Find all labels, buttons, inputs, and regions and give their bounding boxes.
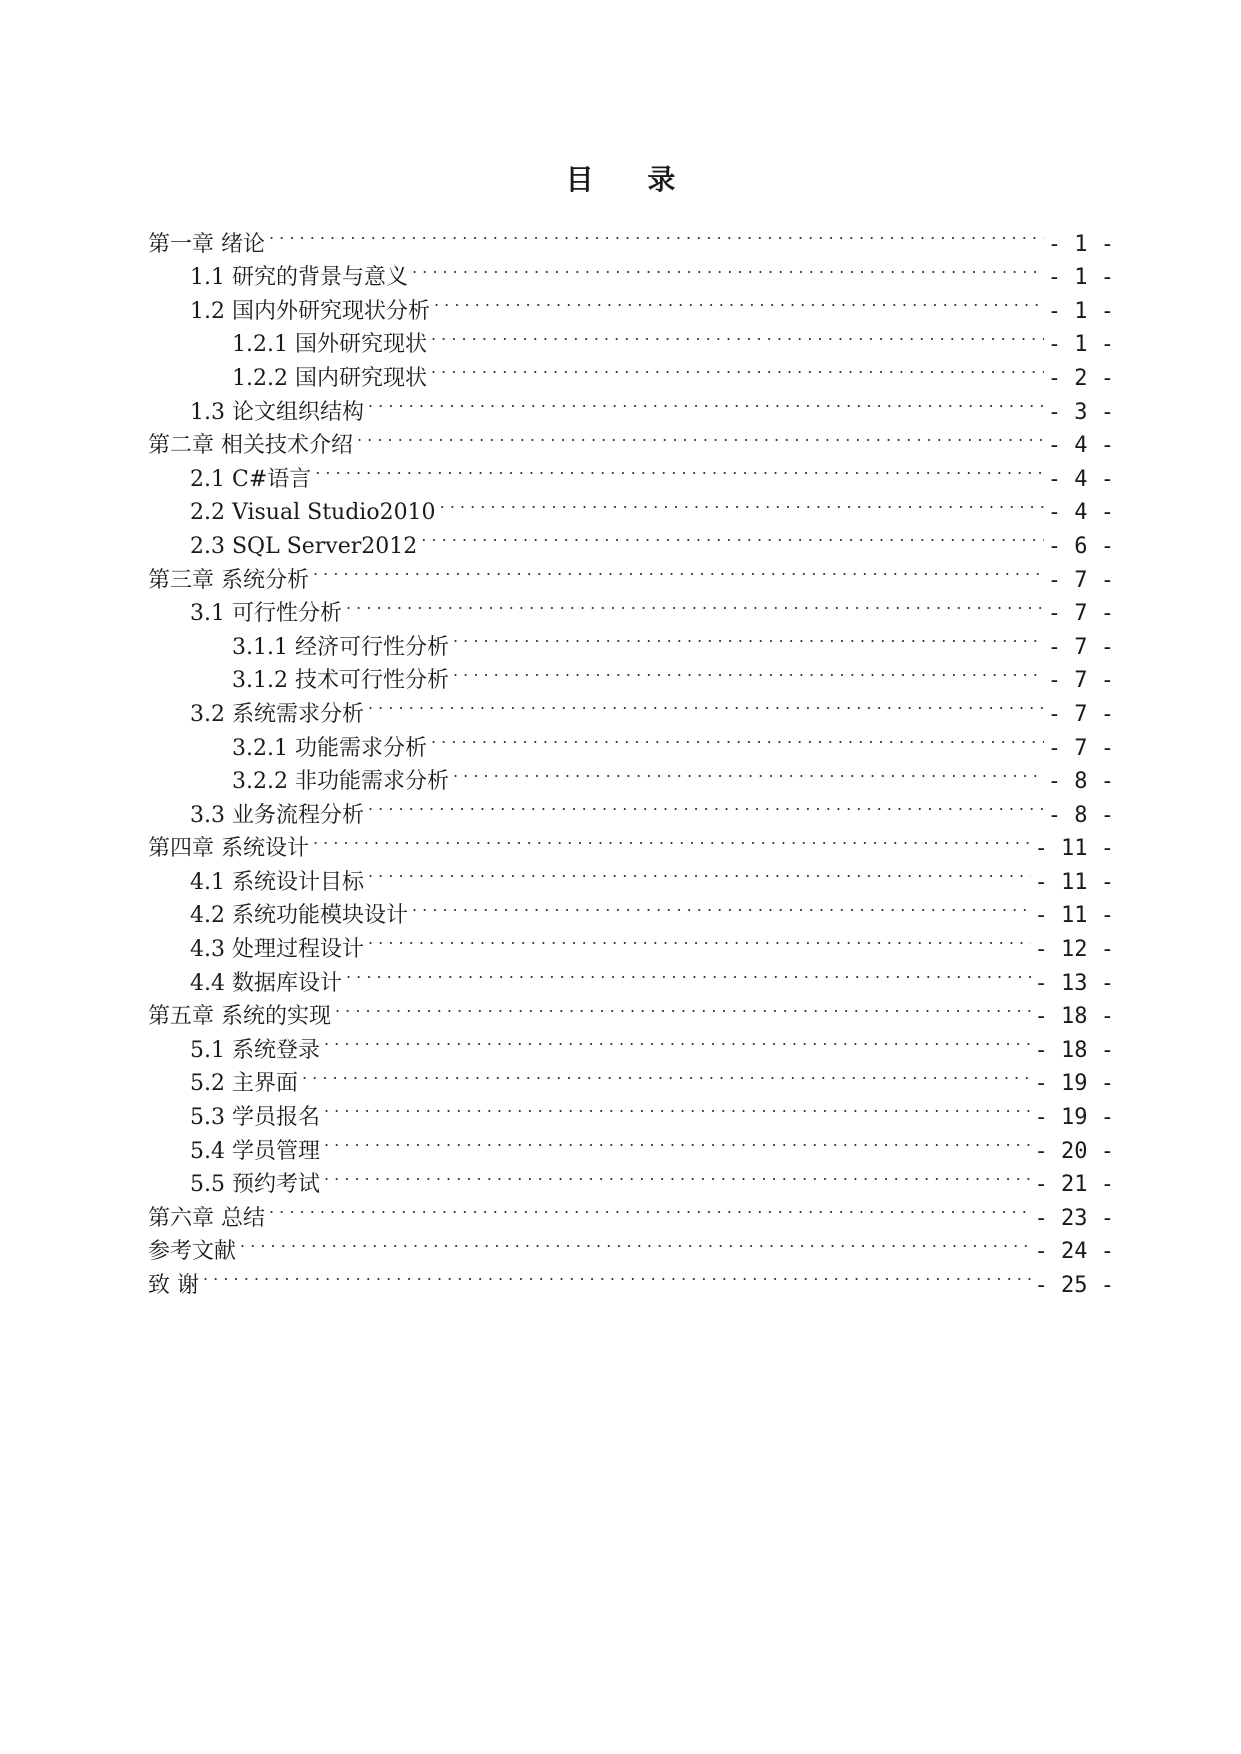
toc-entry-label: 3.2.2 非功能需求分析 [232,769,449,795]
toc-entry-page-number: - 1 - [1047,332,1114,358]
toc-dot-leader [431,318,1044,352]
toc-entry-page-number: - 11 - [1034,869,1114,895]
toc-entry-page-number: - 7 - [1047,567,1114,593]
toc-dot-leader [453,755,1044,789]
toc-dot-leader [346,956,1031,990]
toc-entry-page-number: - 4 - [1047,500,1114,526]
toc-entry-label: 致 谢 [148,1273,199,1298]
toc-dot-leader [313,822,1031,856]
toc-entry-page-number: - 7 - [1047,601,1114,627]
toc-dot-leader [431,351,1044,385]
toc-entry-page-number: - 21 - [1034,1172,1114,1198]
toc-entry[interactable] [148,251,1114,291]
toc-dot-leader [346,587,1044,621]
toc-dot-leader [368,855,1031,889]
toc-entry-label: 5.4 学员管理 [190,1138,320,1164]
toc-dot-leader [368,687,1044,721]
toc-entry-page-number: - 24 - [1034,1239,1114,1265]
toc-entry-page-number: - 6 - [1047,533,1114,559]
toc-entry-label: 3.1.1 经济可行性分析 [232,634,449,660]
toc-dot-leader [269,217,1044,251]
toc-entry-page-number: - 12 - [1034,937,1114,963]
toc-entry-label: 4.4 数据库设计 [190,970,342,996]
toc-dot-leader [368,922,1031,956]
toc-entry-page-number: - 19 - [1034,1105,1114,1131]
toc-dot-leader [324,1023,1031,1057]
toc-entry-page-number: - 7 - [1047,735,1114,761]
toc-entry-page-number: - 7 - [1047,634,1114,660]
toc-entry-page-number: - 4 - [1047,466,1114,492]
toc-dot-leader [412,889,1031,923]
toc-dot-leader [313,553,1044,587]
toc-entry-page-number: - 4 - [1047,433,1114,459]
toc-entry-page-number: - 13 - [1034,970,1114,996]
toc-entry-label: 参考文献 [148,1239,237,1265]
toc-dot-leader [357,419,1044,453]
toc-entry-page-number: - 19 - [1034,1071,1114,1097]
toc-entry-label: 3.3 业务流程分析 [190,802,364,828]
toc-dot-leader [324,1124,1031,1158]
toc-entry-label: 3.1 可行性分析 [190,601,342,627]
toc-dot-leader [412,251,1044,285]
toc-dot-leader [440,486,1044,520]
toc-entry-page-number: - 25 - [1034,1273,1114,1298]
toc-entry-page-number: - 8 - [1047,802,1114,828]
toc-dot-leader [240,1225,1031,1259]
toc-dot-leader [421,519,1044,553]
toc-entry-label: 1.2.2 国内研究现状 [232,365,427,391]
toc-entry-label: 5.2 主界面 [190,1071,298,1097]
toc-dot-leader [434,284,1044,318]
toc-entry-label: 第四章 系统设计 [148,836,309,862]
toc-entry-label: 3.2 系统需求分析 [190,701,364,727]
toc-entry-page-number: - 1 - [1047,298,1114,324]
toc-entry-page-number: - 7 - [1047,701,1114,727]
toc-entry-label: 1.1 研究的背景与意义 [190,265,408,291]
toc-entry-label: 第六章 总结 [148,1205,265,1231]
toc-entry-page-number: - 23 - [1034,1205,1114,1231]
toc-entry-page-number: - 18 - [1034,1004,1114,1030]
toc-dot-leader [302,1057,1031,1091]
toc-entry-label: 3.1.2 技术可行性分析 [232,668,449,694]
toc-dot-leader [324,1090,1031,1124]
toc-entry-label: 5.1 系统登录 [190,1037,320,1063]
toc-dot-leader [453,620,1044,654]
toc-entry-page-number: - 7 - [1047,668,1114,694]
toc-entry[interactable] [148,217,1114,257]
toc-entry-label: 5.5 预约考试 [190,1172,320,1198]
toc-dot-leader [453,654,1044,688]
toc-entry-page-number: - 11 - [1034,836,1114,862]
toc-entry-page-number: - 1 - [1047,231,1114,257]
toc-entry-label: 4.2 系统功能模块设计 [190,903,408,929]
toc-entry-page-number: - 8 - [1047,769,1114,795]
toc-entry-page-number: - 3 - [1047,399,1114,425]
toc-title: 目 录 [565,163,698,196]
toc-dot-leader [368,788,1044,822]
toc-entry-label: 1.3 论文组织结构 [190,399,364,425]
toc-entry-label: 4.1 系统设计目标 [190,869,364,895]
toc-dot-leader [315,452,1044,486]
toc-entry[interactable] [148,1225,1114,1265]
toc-dot-leader [431,721,1044,755]
toc-entry-label: 1.2 国内外研究现状分析 [190,298,430,324]
toc-entry-page-number: - 2 - [1047,365,1114,391]
toc-list [148,217,1114,1298]
toc-entry-label: 2.2 Visual Studio2010 [190,500,436,526]
toc-entry[interactable] [148,1191,1114,1231]
toc-entry-label: 第五章 系统的实现 [148,1004,331,1030]
toc-entry-label: 5.3 学员报名 [190,1105,320,1131]
toc-entry-label: 第一章 绪论 [148,231,265,257]
toc-dot-leader [368,385,1044,419]
toc-entry-label: 第二章 相关技术介绍 [148,433,353,459]
toc-entry-page-number: - 1 - [1047,265,1114,291]
toc-dot-leader [269,1191,1031,1225]
toc-entry[interactable] [148,1258,1114,1298]
toc-dot-leader [324,1158,1031,1192]
toc-dot-leader [203,1258,1031,1292]
toc-entry-page-number: - 11 - [1034,903,1114,929]
toc-entry-label: 4.3 处理过程设计 [190,937,364,963]
toc-entry-page-number: - 20 - [1034,1138,1114,1164]
toc-entry-label: 1.2.1 国外研究现状 [232,332,427,358]
toc-entry-label: 2.1 C#语言 [190,466,312,492]
toc-entry-label: 第三章 系统分析 [148,567,309,593]
toc-dot-leader [335,990,1031,1024]
toc-entry-page-number: - 18 - [1034,1037,1114,1063]
toc-entry-label: 3.2.1 功能需求分析 [232,735,427,761]
toc-entry-label: 2.3 SQL Server2012 [190,533,418,559]
